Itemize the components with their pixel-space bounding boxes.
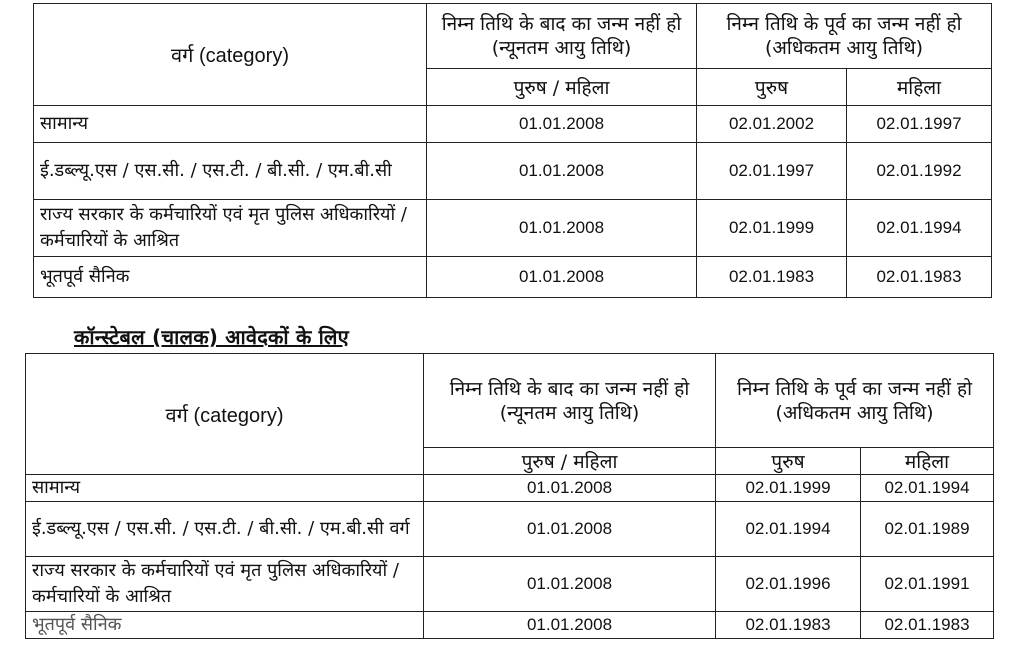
max-age-header: निम्न तिथि के पूर्व का जन्म नहीं हो (अधिकतम आयु तिथि) — [716, 354, 994, 448]
male-subheader: पुरुष — [716, 448, 861, 475]
female-subheader: महिला — [861, 448, 994, 475]
category-cell: भूतपूर्व सैनिक — [26, 612, 424, 639]
min-date-cell: 01.01.2008 — [424, 612, 716, 639]
male-date-cell: 02.01.1997 — [697, 143, 847, 200]
female-date-cell: 02.01.1994 — [861, 475, 994, 502]
male-date-cell: 02.01.1996 — [716, 557, 861, 612]
female-date-cell: 02.01.1992 — [847, 143, 992, 200]
male-date-cell: 02.01.1994 — [716, 502, 861, 557]
category-header: वर्ग (category) — [34, 4, 427, 106]
male-female-subheader: पुरुष / महिला — [424, 448, 716, 475]
male-date-cell: 02.01.1999 — [697, 200, 847, 257]
table-row — [34, 200, 992, 257]
min-date-cell: 01.01.2008 — [427, 106, 697, 143]
max-age-header: निम्न तिथि के पूर्व का जन्म नहीं हो (अधिकतम आयु तिथि) — [697, 4, 992, 69]
male-female-subheader: पुरुष / महिला — [427, 69, 697, 106]
section-heading: कॉन्स्टेबल (चालक) आवेदकों के लिए — [74, 325, 349, 349]
header-row — [34, 4, 992, 69]
male-subheader: पुरुष — [697, 69, 847, 106]
table-row — [26, 557, 994, 612]
female-date-cell: 02.01.1983 — [847, 257, 992, 298]
female-date-cell: 02.01.1997 — [847, 106, 992, 143]
age-table-general — [33, 3, 992, 298]
female-date-cell: 02.01.1989 — [861, 502, 994, 557]
category-cell: ई.डब्ल्यू.एस / एस.सी. / एस.टी. / बी.सी. / एम.बी.सी — [34, 143, 427, 200]
table-row — [34, 106, 992, 143]
category-cell: राज्य सरकार के कर्मचारियों एवं मृत पुलिस अधिकारियों / कर्मचारियों के आश्रित — [34, 200, 427, 257]
header-row — [26, 354, 994, 448]
male-date-cell: 02.01.1983 — [716, 612, 861, 639]
table-row — [34, 143, 992, 200]
category-header: वर्ग (category) — [26, 354, 424, 475]
min-age-header: निम्न तिथि के बाद का जन्म नहीं हो (न्यूनतम आयु तिथि) — [427, 4, 697, 69]
min-age-header: निम्न तिथि के बाद का जन्म नहीं हो (न्यूनतम आयु तिथि) — [424, 354, 716, 448]
table-row — [26, 502, 994, 557]
male-date-cell: 02.01.1983 — [697, 257, 847, 298]
table-row — [26, 612, 994, 639]
category-cell: भूतपूर्व सैनिक — [34, 257, 427, 298]
female-date-cell: 02.01.1983 — [861, 612, 994, 639]
min-date-cell: 01.01.2008 — [427, 143, 697, 200]
age-table-constable-driver — [25, 353, 994, 639]
min-date-cell: 01.01.2008 — [424, 502, 716, 557]
female-subheader: महिला — [847, 69, 992, 106]
category-cell: सामान्य — [34, 106, 427, 143]
category-cell: राज्य सरकार के कर्मचारियों एवं मृत पुलिस अधिकारियों / कर्मचारियों के आश्रित — [26, 557, 424, 612]
min-date-cell: 01.01.2008 — [424, 557, 716, 612]
category-cell: ई.डब्ल्यू.एस / एस.सी. / एस.टी. / बी.सी. / एम.बी.सी वर्ग — [26, 502, 424, 557]
category-cell: सामान्य — [26, 475, 424, 502]
female-date-cell: 02.01.1991 — [861, 557, 994, 612]
male-date-cell: 02.01.1999 — [716, 475, 861, 502]
table-row — [34, 257, 992, 298]
male-date-cell: 02.01.2002 — [697, 106, 847, 143]
min-date-cell: 01.01.2008 — [427, 200, 697, 257]
min-date-cell: 01.01.2008 — [424, 475, 716, 502]
female-date-cell: 02.01.1994 — [847, 200, 992, 257]
min-date-cell: 01.01.2008 — [427, 257, 697, 298]
table-row — [26, 475, 994, 502]
